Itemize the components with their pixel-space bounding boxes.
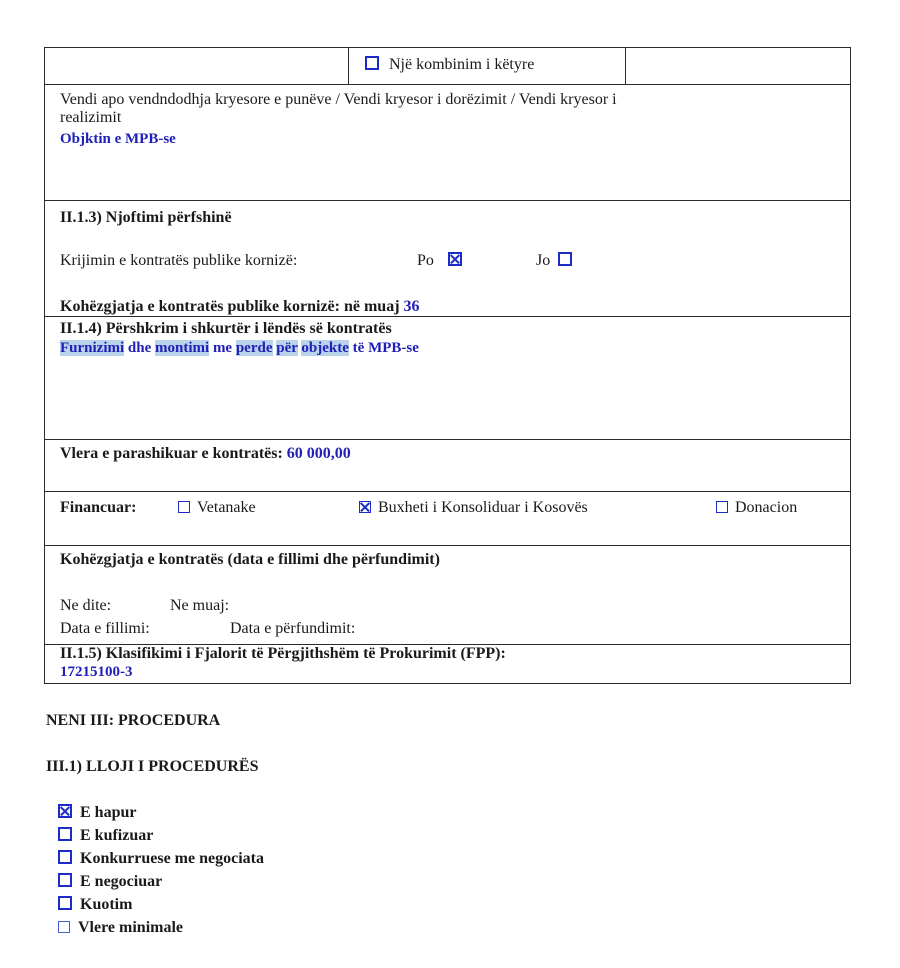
description-text xyxy=(60,339,419,357)
procedure-restricted-label: E kufizuar xyxy=(80,827,154,844)
classification-row xyxy=(45,645,850,685)
framework-duration-value: 36 xyxy=(403,298,420,315)
procedure-quotation-checkbox[interactable] xyxy=(58,896,72,910)
financing-label: Financuar: xyxy=(60,499,137,516)
framework-yes-label: Po xyxy=(417,252,434,269)
estimated-value xyxy=(60,445,351,463)
estimated-value-amount: 60 000,00 xyxy=(286,445,351,462)
procedure-negotiated-label: E negociuar xyxy=(80,873,163,890)
description-word: perde xyxy=(235,340,273,356)
description-row xyxy=(45,317,850,440)
description-word: dhe xyxy=(127,340,152,356)
location-value: Objktin e MPB-se xyxy=(60,131,176,147)
procedure-option-competitive xyxy=(58,850,264,868)
section-title: NENI III: PROCEDURA xyxy=(46,712,221,729)
financing-donation-label: Donacion xyxy=(735,499,798,516)
description-word: Furnizimi xyxy=(60,340,125,356)
notice-row xyxy=(45,201,850,317)
description-word: montimi xyxy=(155,340,210,356)
financing-donation-checkbox[interactable] xyxy=(716,501,728,513)
financing-own-label: Vetanake xyxy=(197,499,256,516)
procedure-option-restricted xyxy=(58,827,153,845)
duration-heading: Kohëzgjatja e kontratës (data e fillimi dhe përfundimit) xyxy=(60,551,440,568)
framework-no-option xyxy=(536,252,572,270)
procedure-quotation-label: Kuotim xyxy=(80,896,133,913)
section-subtitle: III.1) LLOJI I PROCEDURËS xyxy=(46,758,259,775)
procedure-competitive-label: Konkurruese me negociata xyxy=(80,850,264,867)
procedure-open-checkbox[interactable] xyxy=(58,804,72,818)
description-word: të xyxy=(352,340,365,356)
procedure-minimal-label: Vlere minimale xyxy=(78,919,184,936)
financing-budget-checkbox[interactable] xyxy=(359,501,371,513)
framework-no-label: Jo xyxy=(536,252,551,269)
procedure-option-open xyxy=(58,804,136,822)
location-row xyxy=(45,85,850,201)
combination-row xyxy=(45,48,850,85)
procedure-option-quotation xyxy=(58,896,132,914)
value-row xyxy=(45,440,850,492)
financing-option-own xyxy=(178,499,256,517)
procedure-option-minimal xyxy=(58,919,183,937)
financing-option-donation xyxy=(716,499,797,517)
cell-divider-right xyxy=(625,48,626,84)
classification-heading: II.1.5) Klasifikimi i Fjalorit të Përgjithshëm të Prokurimit (FPP): xyxy=(60,645,506,662)
procedure-negotiated-checkbox[interactable] xyxy=(58,873,72,887)
financing-option-budget xyxy=(359,499,588,517)
procedure-option-negotiated xyxy=(58,873,162,891)
estimated-value-label: Vlera e parashikuar e kontratës: xyxy=(60,445,283,462)
framework-duration-label: Kohëzgjatja e kontratës publike kornizë: në muaj xyxy=(60,298,400,315)
framework-duration xyxy=(60,298,420,316)
location-label-line2: realizimit xyxy=(60,109,122,126)
duration-start-label: Data e fillimi: xyxy=(60,620,150,637)
financing-budget-label: Buxheti i Konsoliduar i Kosovës xyxy=(378,499,588,516)
procedure-restricted-checkbox[interactable] xyxy=(58,827,72,841)
duration-end-label: Data e përfundimit: xyxy=(230,620,356,637)
classification-code: 17215100-3 xyxy=(60,664,133,680)
framework-yes-option xyxy=(417,252,462,270)
description-word: me xyxy=(212,340,233,356)
cell-divider-left xyxy=(348,48,349,84)
combination-checkbox[interactable] xyxy=(365,56,379,70)
financing-row xyxy=(45,492,850,546)
framework-yes-checkbox[interactable] xyxy=(448,252,462,266)
duration-months-label: Ne muaj: xyxy=(170,597,230,614)
location-label-line1: Vendi apo vendndodhja kryesore e punëve / Vendi kryesor i dorëzimit / Vendi kryesor i xyxy=(60,91,617,108)
combination-option xyxy=(365,56,534,74)
procedure-minimal-checkbox[interactable] xyxy=(58,921,70,933)
framework-label: Krijimin e kontratës publike kornizë: xyxy=(60,252,298,269)
financing-own-checkbox[interactable] xyxy=(178,501,190,513)
description-word: objekte xyxy=(301,340,349,356)
procurement-form-table xyxy=(44,47,851,684)
duration-row xyxy=(45,546,850,645)
procedure-open-label: E hapur xyxy=(80,804,137,821)
notice-heading: II.1.3) Njoftimi përfshinë xyxy=(60,209,232,226)
framework-no-checkbox[interactable] xyxy=(558,252,572,266)
description-word: për xyxy=(276,340,298,356)
description-word: MPB-se xyxy=(368,340,419,356)
procedure-competitive-checkbox[interactable] xyxy=(58,850,72,864)
description-heading: II.1.4) Përshkrim i shkurtër i lëndës së kontratës xyxy=(60,320,392,337)
duration-days-label: Ne dite: xyxy=(60,597,112,614)
combination-label: Një kombinim i këtyre xyxy=(389,56,535,73)
